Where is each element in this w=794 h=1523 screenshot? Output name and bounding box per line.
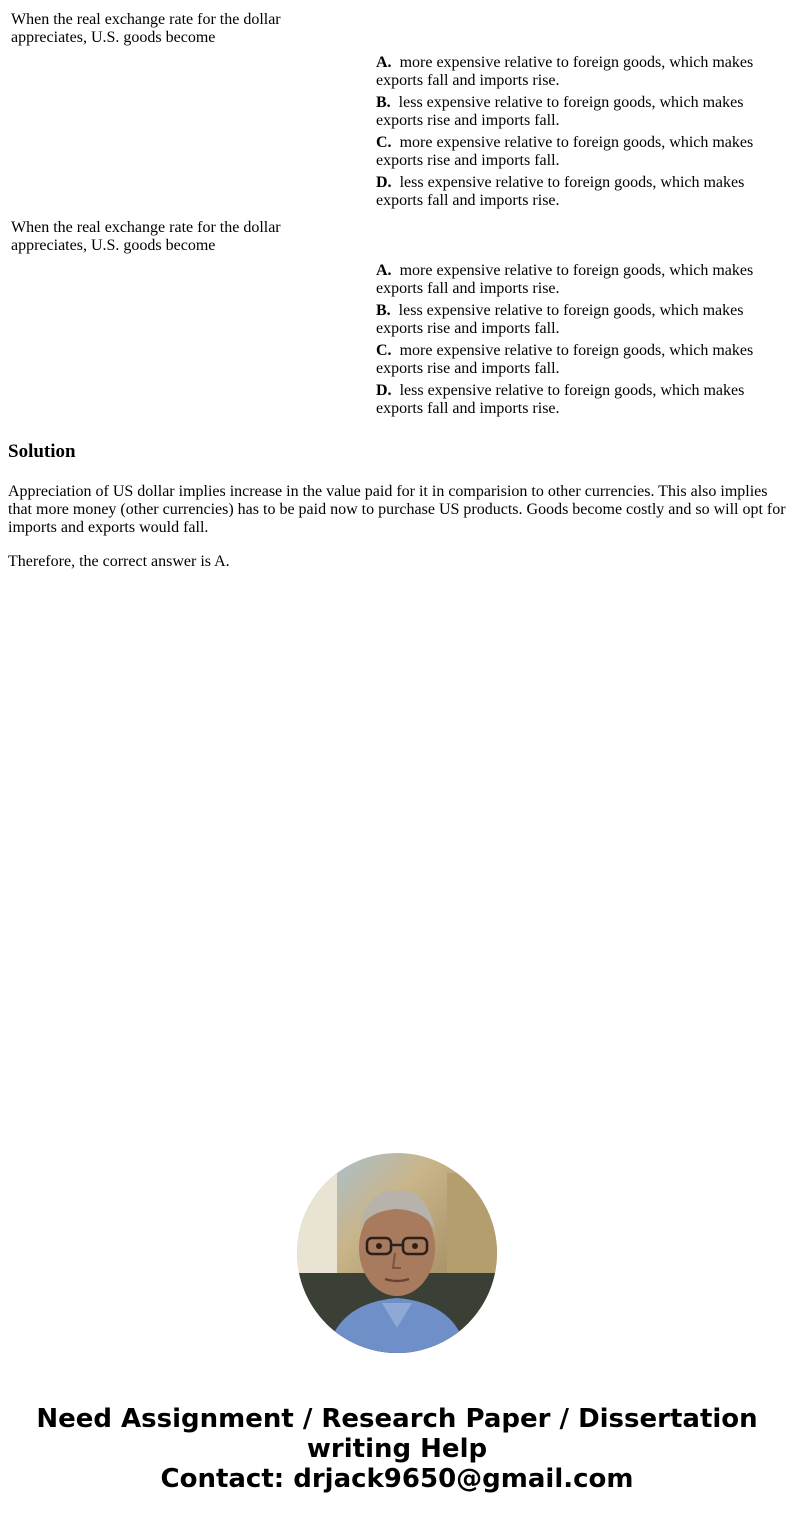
option-d xyxy=(376,382,776,418)
footer-promo-line: writing Help xyxy=(306,1434,488,1464)
option-a xyxy=(376,54,776,90)
solution-answer: Therefore, the correct answer is A. xyxy=(8,553,230,570)
option-text: less expensive relative to foreign goods, which makes exports fall and imports rise. xyxy=(376,174,745,209)
option-text: more expensive relative to foreign goods, which makes exports fall and imports rise. xyxy=(376,54,754,89)
solution-heading: Solution xyxy=(8,441,76,462)
option-text: less expensive relative to foreign goods, which makes exports rise and imports fall. xyxy=(376,94,744,129)
option-letter: D. xyxy=(376,382,392,399)
option-letter: C. xyxy=(376,134,392,151)
question-prompt: When the real exchange rate for the dollar appreciates, U.S. goods become xyxy=(11,11,281,46)
option-text: less expensive relative to foreign goods, which makes exports fall and imports rise. xyxy=(376,382,745,417)
option-text: more expensive relative to foreign goods, which makes exports rise and imports fall. xyxy=(376,134,754,169)
option-a xyxy=(376,262,776,298)
footer-contact-line: Contact: drjack9650@gmail.com xyxy=(160,1464,634,1494)
answer-options xyxy=(376,54,776,210)
option-d xyxy=(376,174,776,210)
answer-options xyxy=(376,262,776,418)
question-prompt: When the real exchange rate for the dollar appreciates, U.S. goods become xyxy=(11,219,281,254)
option-c xyxy=(376,134,776,170)
option-letter: B. xyxy=(376,94,391,111)
option-letter: A. xyxy=(376,54,392,71)
option-b xyxy=(376,94,776,130)
option-letter: C. xyxy=(376,342,392,359)
option-text: more expensive relative to foreign goods, which makes exports fall and imports rise. xyxy=(376,262,754,297)
option-c xyxy=(376,342,776,378)
option-letter: D. xyxy=(376,174,392,191)
tutor-portrait-icon xyxy=(297,1153,497,1353)
option-letter: A. xyxy=(376,262,392,279)
option-text: more expensive relative to foreign goods, which makes exports rise and imports fall. xyxy=(376,342,754,377)
option-b xyxy=(376,302,776,338)
option-text: less expensive relative to foreign goods, which makes exports rise and imports fall. xyxy=(376,302,744,337)
option-letter: B. xyxy=(376,302,391,319)
footer-promo-line: Need Assignment / Research Paper / Dissertation xyxy=(36,1404,758,1434)
solution-explanation: Appreciation of US dollar implies increase in the value paid for it in comparision to other currencies. This also implies that more money (other currencies) has to be paid now to purchase US products. Goods become costly and so will opt for imports and exports would fall. xyxy=(8,483,786,536)
